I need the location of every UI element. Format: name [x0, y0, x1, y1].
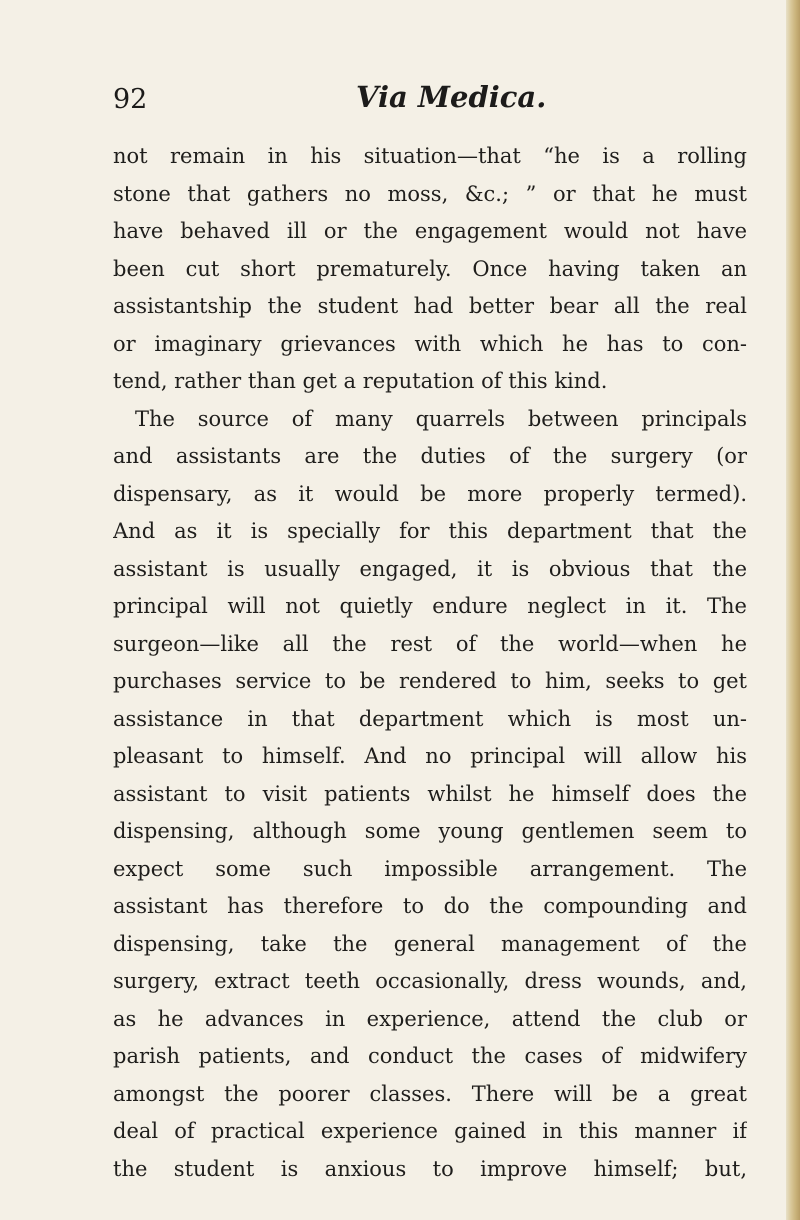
text-line: dispensary, as it would be more properly termed).: [113, 481, 747, 506]
text-line: stone that gathers no moss, &c.; ” or that he must: [113, 181, 747, 206]
text-line: assistance in that department which is most un-: [113, 706, 747, 731]
text-line: as he advances in experience, attend the club or: [113, 1006, 747, 1031]
text-line: deal of practical experience gained in this manner if: [113, 1119, 747, 1143]
text-line: purchases service to be rendered to him, seeks to get: [113, 669, 747, 693]
text-line: the student is anxious to improve himself; but,: [113, 1156, 747, 1181]
page-header: [0, 72, 800, 126]
text-line: principal will not quietly endure neglect in it. The: [113, 594, 747, 618]
text-line: dispensing, take the general management of the: [113, 931, 747, 956]
text-line: tend, rather than get a reputation of this kind.: [113, 369, 608, 393]
text-line: dispensing, although some young gentlemen seem to: [113, 819, 747, 843]
text-line: And as it is specially for this department that the: [113, 519, 747, 543]
text-line: The source of many quarrels between principals: [135, 406, 747, 431]
text-line: surgery, extract teeth occasionally, dress wounds, and,: [113, 969, 747, 993]
text-line: been cut short prematurely. Once having taken an: [113, 256, 747, 281]
text-line: amongst the poorer classes. There will be a great: [113, 1081, 747, 1106]
text-line: assistantship the student had better bear all the real: [113, 294, 747, 318]
text-line: expect some such impossible arrangement. The: [113, 856, 747, 881]
body-text: [113, 138, 747, 1188]
text-line: surgeon—like all the rest of the world—when he: [113, 631, 747, 656]
page-edge-shadow: [786, 0, 800, 1220]
text-line: assistant has therefore to do the compounding and: [113, 894, 747, 918]
text-line: assistant is usually engaged, it is obvious that the: [113, 556, 747, 581]
text-line: or imaginary grievances with which he has to con-: [113, 331, 747, 356]
text-line: parish patients, and conduct the cases of midwifery: [113, 1044, 747, 1068]
text-line: and assistants are the duties of the surgery (or: [113, 444, 747, 468]
text-line: pleasant to himself. And no principal will allow his: [113, 744, 747, 768]
text-line: assistant to visit patients whilst he himself does the: [113, 781, 747, 806]
text-line: not remain in his situation—that “he is a rolling: [113, 144, 747, 168]
page-number: 92: [113, 84, 148, 115]
running-title: Via Medica.: [356, 80, 547, 114]
text-line: have behaved ill or the engagement would not have: [113, 219, 747, 243]
